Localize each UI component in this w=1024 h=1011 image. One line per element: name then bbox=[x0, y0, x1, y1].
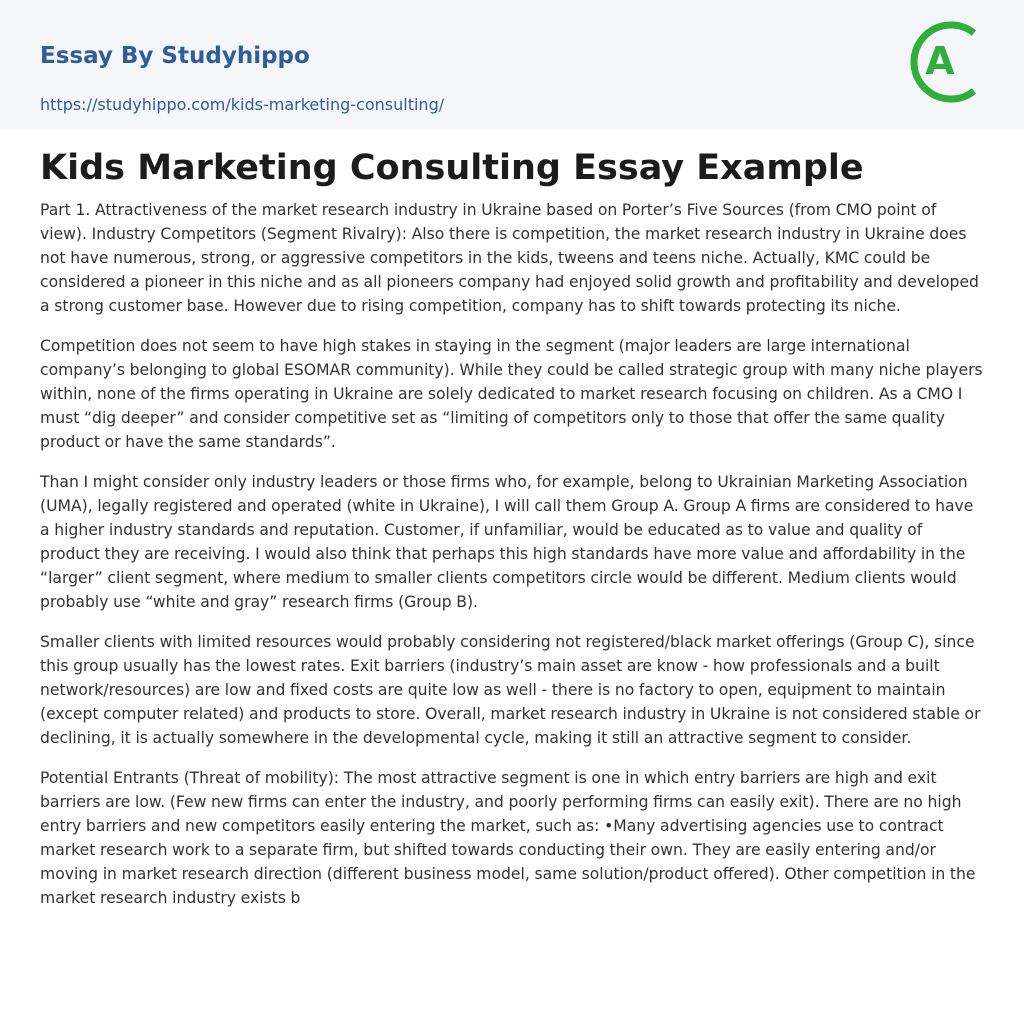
article-paragraph-5: Potential Entrants (Threat of mobility): The most attractive segment is one in which entry barriers are high and exit barriers are low. (Few new firms can enter the industry, and poorly performing firms can easily exit). There are no high entry barriers and new competitors easily entering the market, such as: •Many advertising agencies use to contract market research work to a separate firm, but shifted towards conducting their own. They are easily entering and/or moving in market research direction (different business model, same solution/product offered). Other competition in the market research industry exists b bbox=[40, 769, 976, 907]
article-paragraph-3: Than I might consider only industry leaders or those firms who, for example, belong to Ukrainian Marketing Association (UMA), legally registered and operated (white in Ukraine), I will call them Group A. Group A firms are considered to have a higher industry standards and reputation. Customer, if unfamiliar, would be educated as to value and quality of product they are receiving. I would also think that perhaps this high standards have more value and affordability in the “larger” client segment, where medium to smaller clients competitors circle would be different. Medium clients would probably use “white and gray” research firms (Group B). bbox=[40, 473, 974, 611]
site-brand[interactable]: Essay By Studyhippo bbox=[40, 43, 310, 69]
studyhippo-logo-icon[interactable] bbox=[910, 18, 988, 106]
article bbox=[0, 146, 1024, 910]
article-paragraph-1: Part 1. Attractiveness of the market research industry in Ukraine based on Porter’s Five Sources (from CMO point of view). Industry Competitors (Segment Rivalry): Also there is competition, the market research industry in Ukraine does not have numerous, strong, or aggressive competitors in the kids, tweens and teens niche. Actually, KMC could be considered a pioneer in this niche and as all pioneers company had enjoyed solid growth and profitability and developed a strong customer base. However due to rising competition, company has to shift towards protecting its niche. bbox=[40, 201, 979, 315]
article-title: Kids Marketing Consulting Essay Example bbox=[40, 148, 864, 188]
logo-letter: A bbox=[925, 39, 955, 83]
site-header bbox=[0, 0, 1024, 129]
article-paragraph-4: Smaller clients with limited resources would probably considering not registered/black market offerings (Group C), since this group usually has the lowest rates. Exit barriers (industry’s main asset are know - how professionals and a built network/resources) are low and fixed costs are quite low as well - there is no factory to open, equipment to maintain (except computer related) and products to store. Overall, market research industry in Ukraine is not considered stable or declining, it is actually somewhere in the developmental cycle, making it still an attractive segment to consider. bbox=[40, 633, 981, 747]
page-url-link[interactable]: https://studyhippo.com/kids-marketing-consulting/ bbox=[40, 95, 445, 114]
article-paragraph-2: Competition does not seem to have high stakes in staying in the segment (major leaders are large international company’s belonging to global ESOMAR community). While they could be called strategic group with many niche players within, none of the firms operating in Ukraine are solely dedicated to market research focusing on children. As a CMO I must “dig deeper” and consider competitive set as “limiting of competitors only to those that offer the same quality product or have the same standards”. bbox=[40, 337, 983, 451]
